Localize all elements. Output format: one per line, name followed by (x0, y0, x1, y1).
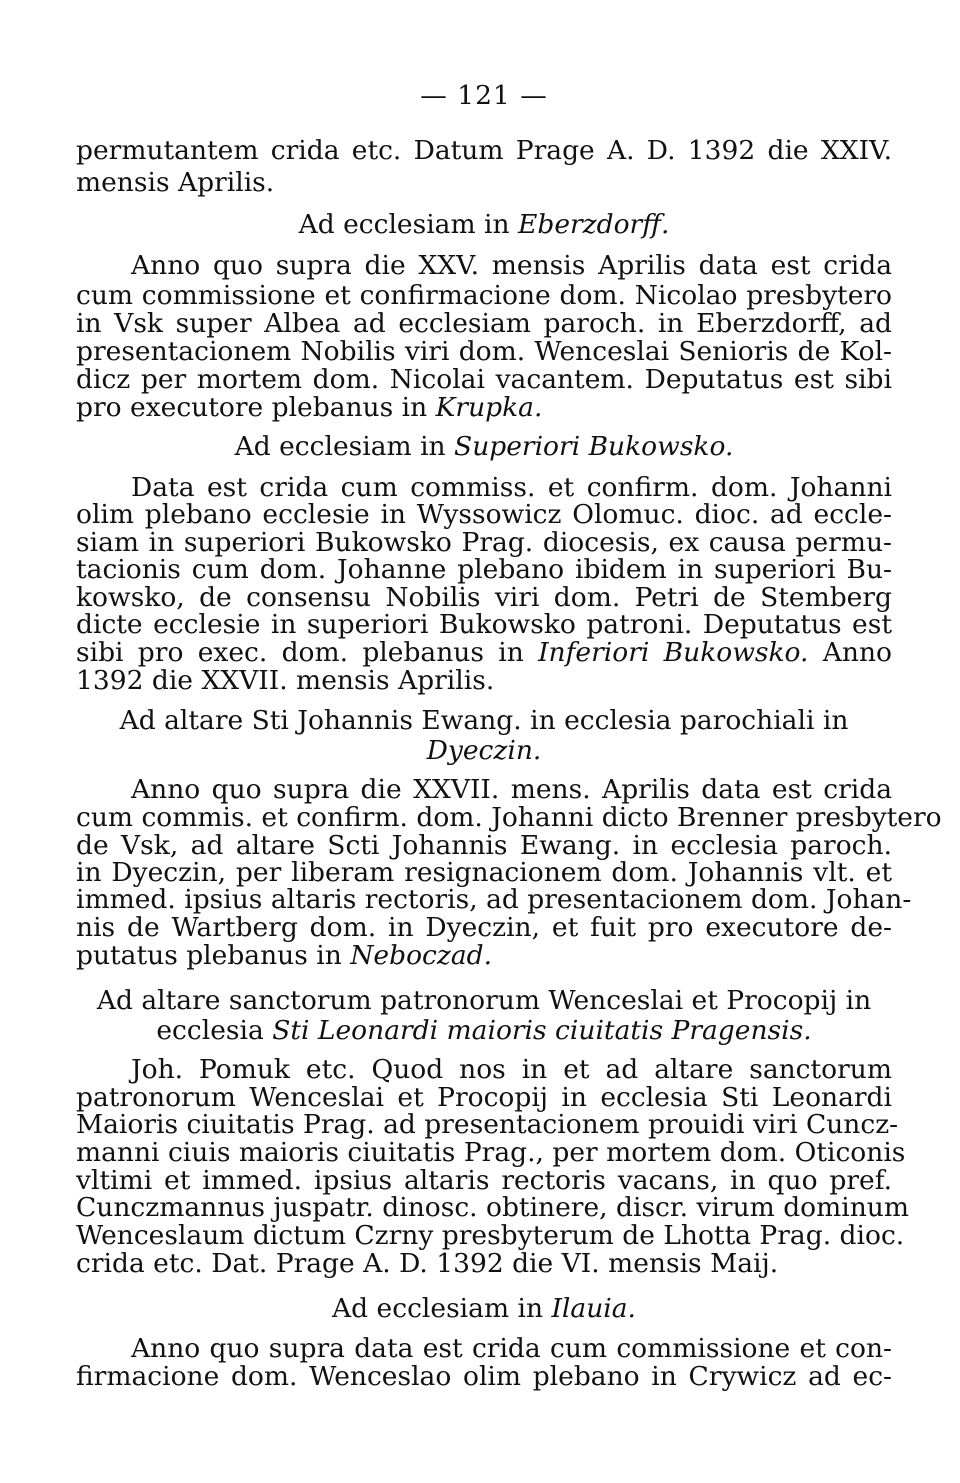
heading-text: ecclesia (156, 1015, 273, 1046)
place-name: Inferiori Bukowsko. (538, 637, 809, 668)
text-line: in Vsk super Albea ad ecclesiam paroch. in Eberzdorff, ad (76, 308, 892, 339)
heading-text: Ad ecclesiam in (332, 1293, 552, 1324)
text-line: nis de Wartberg dom. in Dyeczin, et fuit pro executore de- (76, 912, 892, 943)
text-line: presentacionem Nobilis viri dom. Wenceslai Senioris de Kol- (76, 336, 892, 367)
heading-place-name: Dyeczin. (426, 735, 542, 766)
text-line: permutantem crida etc. Datum Prage A. D. 1392 die XXIV. (76, 135, 892, 166)
line-text: putatus plebanus in (76, 940, 351, 971)
section-heading (76, 209, 892, 241)
text-line: dicte ecclesie in superiori Bukowsko patroni. Deputatus est (76, 609, 892, 640)
text-line: firmacione dom. Wenceslao olim plebano in Crywicz ad ec- (76, 1361, 892, 1392)
section-heading (76, 431, 892, 463)
text-line: tacionis cum dom. Johanne plebano ibidem in superiori Bu- (76, 554, 892, 585)
text-line: immed. ipsius altaris rectoris, ad presentacionem dom. Johan- (76, 884, 912, 915)
text-line: patronorum Wenceslai et Procopij in ecclesia Sti Leonardi (76, 1082, 892, 1113)
text-line: olim plebano ecclesie in Wyssowicz Olomuc. dioc. ad eccle- (76, 499, 892, 530)
text-line: vltimi et immed. ipsius altaris rectoris vacans, in quo pref. (76, 1165, 892, 1196)
section-heading: Ad altare sanctorum patronorum Wenceslai et Procopij in (96, 985, 872, 1016)
page-number: — 121 — (420, 80, 548, 111)
text-line (76, 940, 892, 972)
text-line: 1392 die XXVII. mensis Aprilis. (76, 665, 495, 696)
section-heading (76, 735, 892, 767)
heading-place-name: Eberzdorff. (518, 209, 670, 240)
text-line: dicz per mortem dom. Nicolai vacantem. Deputatus est sibi (76, 364, 892, 395)
text-line: Anno quo supra data est crida cum commissione et con- (131, 1333, 892, 1364)
heading-place-name: Sti Leonardi maioris ciuitatis Pragensis. (272, 1015, 812, 1046)
place-name: Krupka. (435, 392, 543, 423)
text-line: cum commissione et confirmacione dom. Nicolao presbytero (76, 280, 892, 311)
section-heading: Ad altare Sti Johannis Ewang. in ecclesia parochiali in (119, 705, 849, 736)
text-line: cum commis. et confirm. dom. Johanni dicto Brenner presbytero (76, 802, 942, 833)
text-line: mensis Aprilis. (76, 167, 275, 198)
text-line: Data est crida cum commiss. et confirm. dom. Johanni (131, 472, 892, 503)
heading-text: Ad ecclesiam in (298, 209, 519, 240)
section-heading (76, 1293, 892, 1325)
text-line: Maioris ciuitatis Prag. ad presentacionem prouidi viri Cuncz- (76, 1109, 899, 1140)
text-line (76, 392, 892, 424)
text-line: siam in superiori Bukowsko Prag. diocesis, ex causa permu- (76, 527, 892, 558)
text-line: manni ciuis maioris ciuitatis Prag., per mortem dom. Oticonis (76, 1137, 906, 1168)
text-line: Cunczmannus juspatr. dinosc. obtinere, discr. virum dominum (76, 1192, 910, 1223)
text-line: kowsko, de consensu Nobilis viri dom. Petri de Stemberg (76, 582, 892, 613)
line-text: Anno (808, 637, 892, 668)
text-line: Joh. Pomuk etc. Quod nos in et ad altare sanctorum (131, 1054, 892, 1085)
text-line: Anno quo supra die XXV. mensis Aprilis data est crida (131, 250, 892, 281)
text-line: crida etc. Dat. Prage A. D. 1392 die VI. mensis Maij. (76, 1248, 779, 1279)
line-text: sibi pro exec. dom. plebanus in (76, 637, 539, 668)
section-heading (76, 1015, 892, 1047)
text-line: Anno quo supra die XXVII. mens. Aprilis data est crida (131, 774, 892, 805)
line-text: pro executore plebanus in (76, 392, 436, 423)
text-line: de Vsk, ad altare Scti Johannis Ewang. in ecclesia paroch. (76, 830, 892, 861)
text-line: Wenceslaum dictum Czrny presbyterum de Lhotta Prag. dioc. (76, 1220, 905, 1251)
place-name: Neboczad. (350, 940, 493, 971)
heading-place-name: Superiori Bukowsko. (454, 431, 734, 462)
text-line: in Dyeczin, per liberam resignacionem dom. Johannis vlt. et (76, 857, 892, 888)
heading-place-name: Ilauia. (551, 1293, 636, 1324)
heading-text: Ad ecclesiam in (234, 431, 455, 462)
